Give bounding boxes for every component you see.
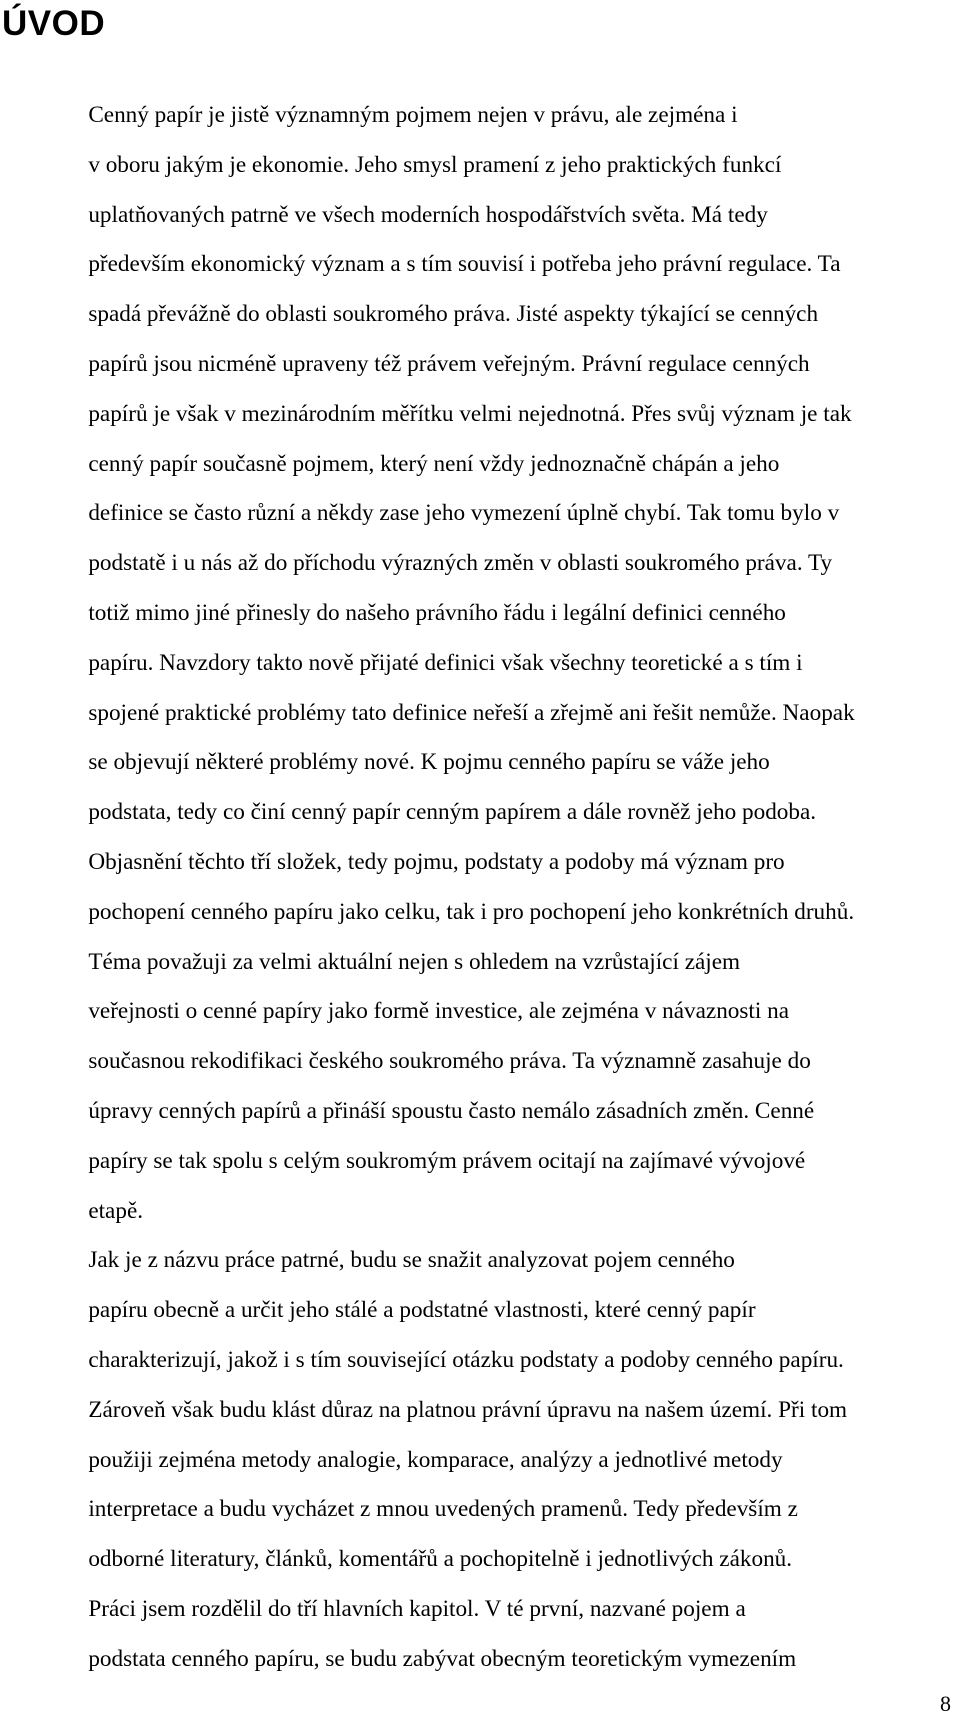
paragraph — [8, 1236, 960, 1585]
text-line: Téma považuji za velmi aktuální nejen s ohledem na vzrůstající zájem — [88, 948, 741, 975]
text-line: použiji zejména metody analogie, komparace, analýzy a jednotlivé metody — [88, 1446, 783, 1473]
text-line: totiž mimo jiné přinesly do našeho právního řádu i legální definici cenného — [88, 599, 786, 626]
text-line: odborné literatury, článků, komentářů a pochopitelně i jednotlivých zákonů. — [88, 1546, 793, 1573]
text-line: podstatě i u nás až do příchodu výrazných změn v oblasti soukromého práva. Ty — [88, 550, 833, 577]
text-line: veřejnosti o cenné papíry jako formě investice, ale zejména v návaznosti na — [88, 998, 790, 1025]
text-line: Cenný papír je jistě významným pojmem nejen v právu, ale zejména i — [88, 102, 738, 128]
text-line: papíru obecně a určit jeho stálé a podstatné vlastnosti, které cenný papír — [88, 1297, 756, 1324]
section-heading: ÚVOD — [2, 4, 106, 43]
text-line: v oboru jakým je ekonomie. Jeho smysl pramení z jeho praktických funkcí — [88, 151, 782, 178]
paragraph — [8, 91, 960, 938]
text-line: podstata cenného papíru, se budu zabývat obecným teoretickým vymezením — [88, 1645, 797, 1672]
text-line: Jak je z názvu práce patrné, budu se snažit analyzovat pojem cenného — [88, 1247, 735, 1274]
paragraph — [8, 1585, 960, 1685]
text-line: charakterizují, jakož i s tím související otázku podstaty a podoby cenného papíru. — [88, 1346, 844, 1373]
text-line: především ekonomický význam a s tím souvisí i potřeba jeho právní regulace. Ta — [88, 251, 841, 278]
text-line: podstata, tedy co činí cenný papír cenným papírem a dále rovněž jeho podoba. — [88, 799, 817, 826]
page-number: 8 — [940, 1691, 952, 1716]
text-line: cenný papír současně pojmem, který není vždy jednoznačně chápán a jeho — [88, 450, 780, 477]
text-line: spadá převážně do oblasti soukromého práva. Jisté aspekty týkající se cenných — [88, 301, 819, 328]
paragraph — [8, 938, 960, 1237]
text-line: Zároveň však budu klást důraz na platnou právní úpravu na našem území. Při tom — [88, 1396, 848, 1423]
text-line: současnou rekodifikaci českého soukromého práva. Ta významně zasahuje do — [88, 1048, 811, 1075]
text-line: interpretace a budu vycházet z mnou uvedených pramenů. Tedy především z — [88, 1496, 798, 1523]
text-line: pochopení cenného papíru jako celku, tak i pro pochopení jeho konkrétních druhů. — [88, 898, 855, 925]
text-line: Práci jsem rozdělil do tří hlavních kapitol. V té první, nazvané pojem a — [88, 1595, 746, 1622]
text-line: Objasnění těchto tří složek, tedy pojmu, podstaty a podoby má význam pro — [88, 848, 785, 875]
text-line: papírů je však v mezinárodním měřítku velmi nejednotná. Přes svůj význam je tak — [88, 400, 852, 427]
text-line: papíry se tak spolu s celým soukromým právem ocitají na zajímavé vývojové — [88, 1147, 806, 1174]
body-text — [8, 91, 960, 1685]
text-line: úpravy cenných papírů a přináší spoustu často nemálo zásadních změn. Cenné — [88, 1097, 815, 1124]
text-line: spojené praktické problémy tato definice neřeší a zřejmě ani řešit nemůže. Naopak — [88, 699, 855, 726]
text-line: uplatňovaných patrně ve všech moderních hospodářstvích světa. Má tedy — [88, 201, 768, 228]
text-line: se objevují některé problémy nové. K pojmu cenného papíru se váže jeho — [88, 749, 770, 776]
text-line: papíru. Navzdory takto nově přijaté definici však všechny teoretické a s tím i — [88, 649, 803, 676]
text-line: etapě. — [88, 1197, 144, 1224]
text-line: papírů jsou nicméně upraveny též právem veřejným. Právní regulace cenných — [88, 350, 810, 377]
text-line: definice se často různí a někdy zase jeho vymezení úplně chybí. Tak tomu bylo v — [88, 500, 840, 527]
